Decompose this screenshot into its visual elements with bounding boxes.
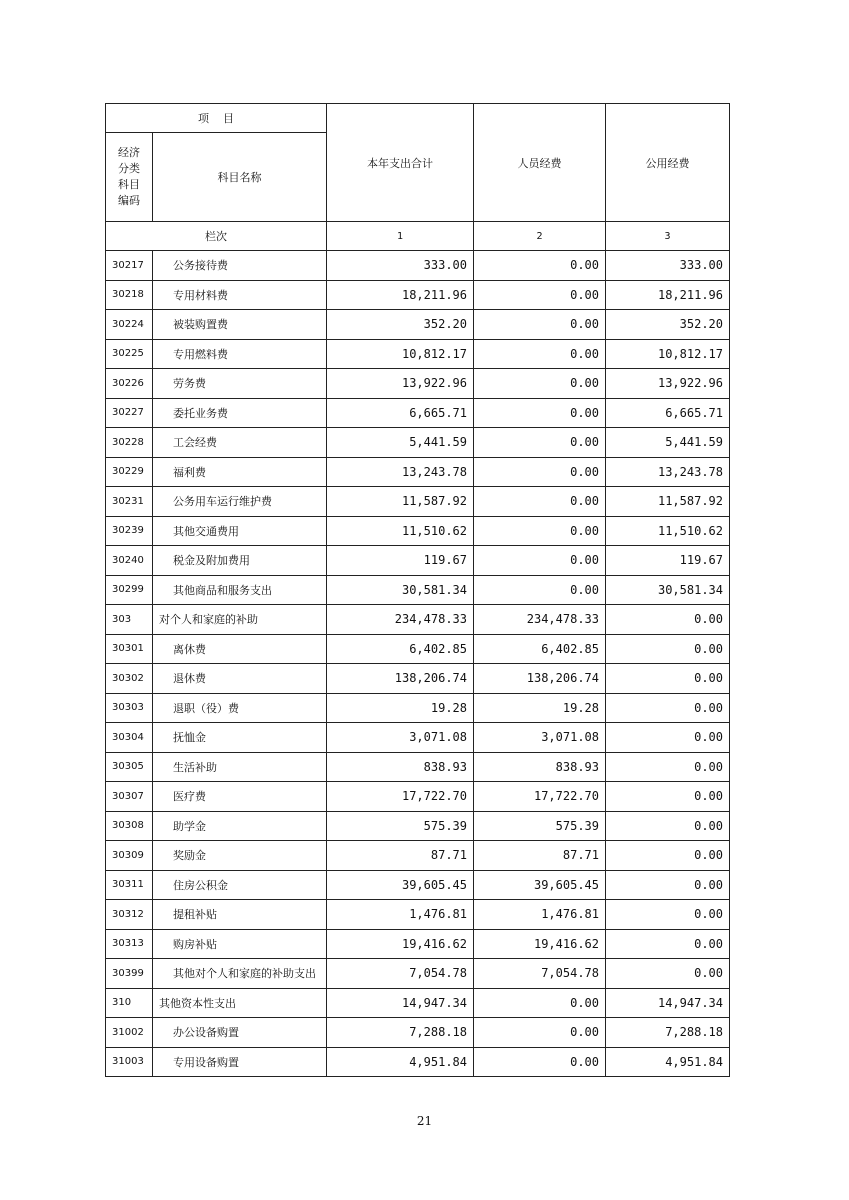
row-code: 303 [106,605,153,635]
row-public: 11,510.62 [606,516,730,546]
row-name: 提租补贴 [153,900,327,930]
row-total: 87.71 [327,841,474,871]
row-total: 838.93 [327,752,474,782]
row-personnel: 39,605.45 [474,870,606,900]
table-row [106,929,730,959]
table-row [106,959,730,989]
row-public: 0.00 [606,900,730,930]
row-personnel: 0.00 [474,251,606,281]
row-public: 6,665.71 [606,398,730,428]
row-public: 0.00 [606,752,730,782]
row-total: 13,922.96 [327,369,474,399]
row-total: 3,071.08 [327,723,474,753]
row-personnel: 7,054.78 [474,959,606,989]
row-total: 19.28 [327,693,474,723]
row-total: 7,054.78 [327,959,474,989]
row-total: 575.39 [327,811,474,841]
row-code: 30231 [106,487,153,517]
row-code: 30309 [106,841,153,871]
page-number: 21 [416,1114,433,1128]
row-code: 30226 [106,369,153,399]
row-total: 11,510.62 [327,516,474,546]
row-total: 234,478.33 [327,605,474,635]
row-personnel: 575.39 [474,811,606,841]
row-public: 18,211.96 [606,280,730,310]
row-total: 352.20 [327,310,474,340]
row-code: 30299 [106,575,153,605]
lanci-3: 3 [606,222,730,251]
row-name: 退职（役）费 [153,693,327,723]
row-name: 公务用车运行维护费 [153,487,327,517]
row-code: 30225 [106,339,153,369]
table-row [106,782,730,812]
lanci-label: 栏次 [106,222,327,251]
table-row [106,487,730,517]
table-row [106,369,730,399]
row-code: 30228 [106,428,153,458]
table-row [106,870,730,900]
row-public: 333.00 [606,251,730,281]
row-personnel: 0.00 [474,1047,606,1077]
item-header: 项 目 [106,104,327,133]
row-personnel: 138,206.74 [474,664,606,694]
row-name: 医疗费 [153,782,327,812]
row-code: 30312 [106,900,153,930]
table-row [106,310,730,340]
code-column-header: 经济 分类 科目 编码 [106,133,153,222]
row-code: 31003 [106,1047,153,1077]
row-personnel: 0.00 [474,428,606,458]
row-name: 委托业务费 [153,398,327,428]
row-public: 0.00 [606,959,730,989]
row-total: 19,416.62 [327,929,474,959]
row-public: 0.00 [606,870,730,900]
row-public: 13,243.78 [606,457,730,487]
row-personnel: 0.00 [474,575,606,605]
row-code: 30302 [106,664,153,694]
row-total: 333.00 [327,251,474,281]
row-code: 31002 [106,1018,153,1048]
row-public: 7,288.18 [606,1018,730,1048]
row-code: 30240 [106,546,153,576]
table-row [106,457,730,487]
row-total: 10,812.17 [327,339,474,369]
table-row [106,723,730,753]
row-code: 30307 [106,782,153,812]
row-name: 劳务费 [153,369,327,399]
row-total: 14,947.34 [327,988,474,1018]
row-public: 0.00 [606,929,730,959]
row-total: 17,722.70 [327,782,474,812]
row-total: 6,402.85 [327,634,474,664]
name-column-header: 科目名称 [153,133,327,222]
row-name: 工会经费 [153,428,327,458]
row-total: 138,206.74 [327,664,474,694]
lanci-2: 2 [474,222,606,251]
table-row [106,1047,730,1077]
row-code: 30304 [106,723,153,753]
row-personnel: 0.00 [474,457,606,487]
row-personnel: 1,476.81 [474,900,606,930]
row-name: 办公设备购置 [153,1018,327,1048]
row-name: 其他商品和服务支出 [153,575,327,605]
total-column-header: 本年支出合计 [327,104,474,222]
table-row [106,516,730,546]
row-personnel: 0.00 [474,516,606,546]
row-code: 30399 [106,959,153,989]
row-public: 5,441.59 [606,428,730,458]
table-row [106,988,730,1018]
row-personnel: 19,416.62 [474,929,606,959]
row-personnel: 234,478.33 [474,605,606,635]
row-public: 11,587.92 [606,487,730,517]
row-public: 14,947.34 [606,988,730,1018]
row-personnel: 6,402.85 [474,634,606,664]
lanci-1: 1 [327,222,474,251]
row-personnel: 0.00 [474,1018,606,1048]
row-personnel: 17,722.70 [474,782,606,812]
table-row [106,900,730,930]
table-row [106,841,730,871]
row-code: 30218 [106,280,153,310]
row-name: 住房公积金 [153,870,327,900]
row-total: 30,581.34 [327,575,474,605]
row-name: 抚恤金 [153,723,327,753]
row-public: 0.00 [606,811,730,841]
row-public: 352.20 [606,310,730,340]
row-public: 119.67 [606,546,730,576]
row-public: 0.00 [606,723,730,753]
row-public: 0.00 [606,693,730,723]
row-personnel: 0.00 [474,310,606,340]
table-row [106,634,730,664]
row-name: 生活补助 [153,752,327,782]
row-public: 13,922.96 [606,369,730,399]
row-name: 税金及附加费用 [153,546,327,576]
row-public: 0.00 [606,782,730,812]
row-total: 6,665.71 [327,398,474,428]
table-row [106,693,730,723]
row-code: 30305 [106,752,153,782]
row-name: 其他资本性支出 [153,988,327,1018]
row-personnel: 3,071.08 [474,723,606,753]
row-name: 专用材料费 [153,280,327,310]
row-total: 4,951.84 [327,1047,474,1077]
row-personnel: 0.00 [474,398,606,428]
row-name: 专用燃料费 [153,339,327,369]
row-name: 奖励金 [153,841,327,871]
row-public: 0.00 [606,664,730,694]
row-personnel: 0.00 [474,988,606,1018]
row-personnel: 19.28 [474,693,606,723]
row-name: 退休费 [153,664,327,694]
row-name: 离休费 [153,634,327,664]
row-total: 39,605.45 [327,870,474,900]
table-row [106,428,730,458]
row-total: 1,476.81 [327,900,474,930]
row-name: 购房补贴 [153,929,327,959]
table-row [106,251,730,281]
row-name: 被装购置费 [153,310,327,340]
row-name: 福利费 [153,457,327,487]
table-row [106,664,730,694]
header-row-top [106,104,730,133]
row-total: 11,587.92 [327,487,474,517]
table-row [106,605,730,635]
row-code: 30303 [106,693,153,723]
row-name: 专用设备购置 [153,1047,327,1077]
row-code: 30224 [106,310,153,340]
row-code: 30313 [106,929,153,959]
row-code: 310 [106,988,153,1018]
row-personnel: 0.00 [474,280,606,310]
personnel-column-header: 人员经费 [474,104,606,222]
table-row [106,280,730,310]
row-total: 5,441.59 [327,428,474,458]
row-code: 30308 [106,811,153,841]
table-row [106,811,730,841]
table-row [106,575,730,605]
row-public: 30,581.34 [606,575,730,605]
row-personnel: 0.00 [474,339,606,369]
row-code: 30229 [106,457,153,487]
row-code: 30217 [106,251,153,281]
table-row [106,752,730,782]
row-name: 其他对个人和家庭的补助支出 [153,959,327,989]
row-public: 0.00 [606,605,730,635]
row-personnel: 838.93 [474,752,606,782]
row-personnel: 0.00 [474,546,606,576]
column-number-row [106,222,730,251]
row-public: 4,951.84 [606,1047,730,1077]
table-row [106,546,730,576]
row-total: 7,288.18 [327,1018,474,1048]
row-personnel: 0.00 [474,487,606,517]
row-total: 13,243.78 [327,457,474,487]
table-row [106,339,730,369]
row-code: 30227 [106,398,153,428]
row-code: 30239 [106,516,153,546]
row-name: 助学金 [153,811,327,841]
table-row [106,1018,730,1048]
row-personnel: 0.00 [474,369,606,399]
public-column-header: 公用经费 [606,104,730,222]
row-public: 10,812.17 [606,339,730,369]
row-code: 30301 [106,634,153,664]
row-name: 公务接待费 [153,251,327,281]
row-total: 119.67 [327,546,474,576]
expenditure-table [105,103,730,1077]
row-name: 对个人和家庭的补助 [153,605,327,635]
table-row [106,398,730,428]
row-personnel: 87.71 [474,841,606,871]
row-total: 18,211.96 [327,280,474,310]
row-code: 30311 [106,870,153,900]
row-name: 其他交通费用 [153,516,327,546]
row-public: 0.00 [606,634,730,664]
row-public: 0.00 [606,841,730,871]
